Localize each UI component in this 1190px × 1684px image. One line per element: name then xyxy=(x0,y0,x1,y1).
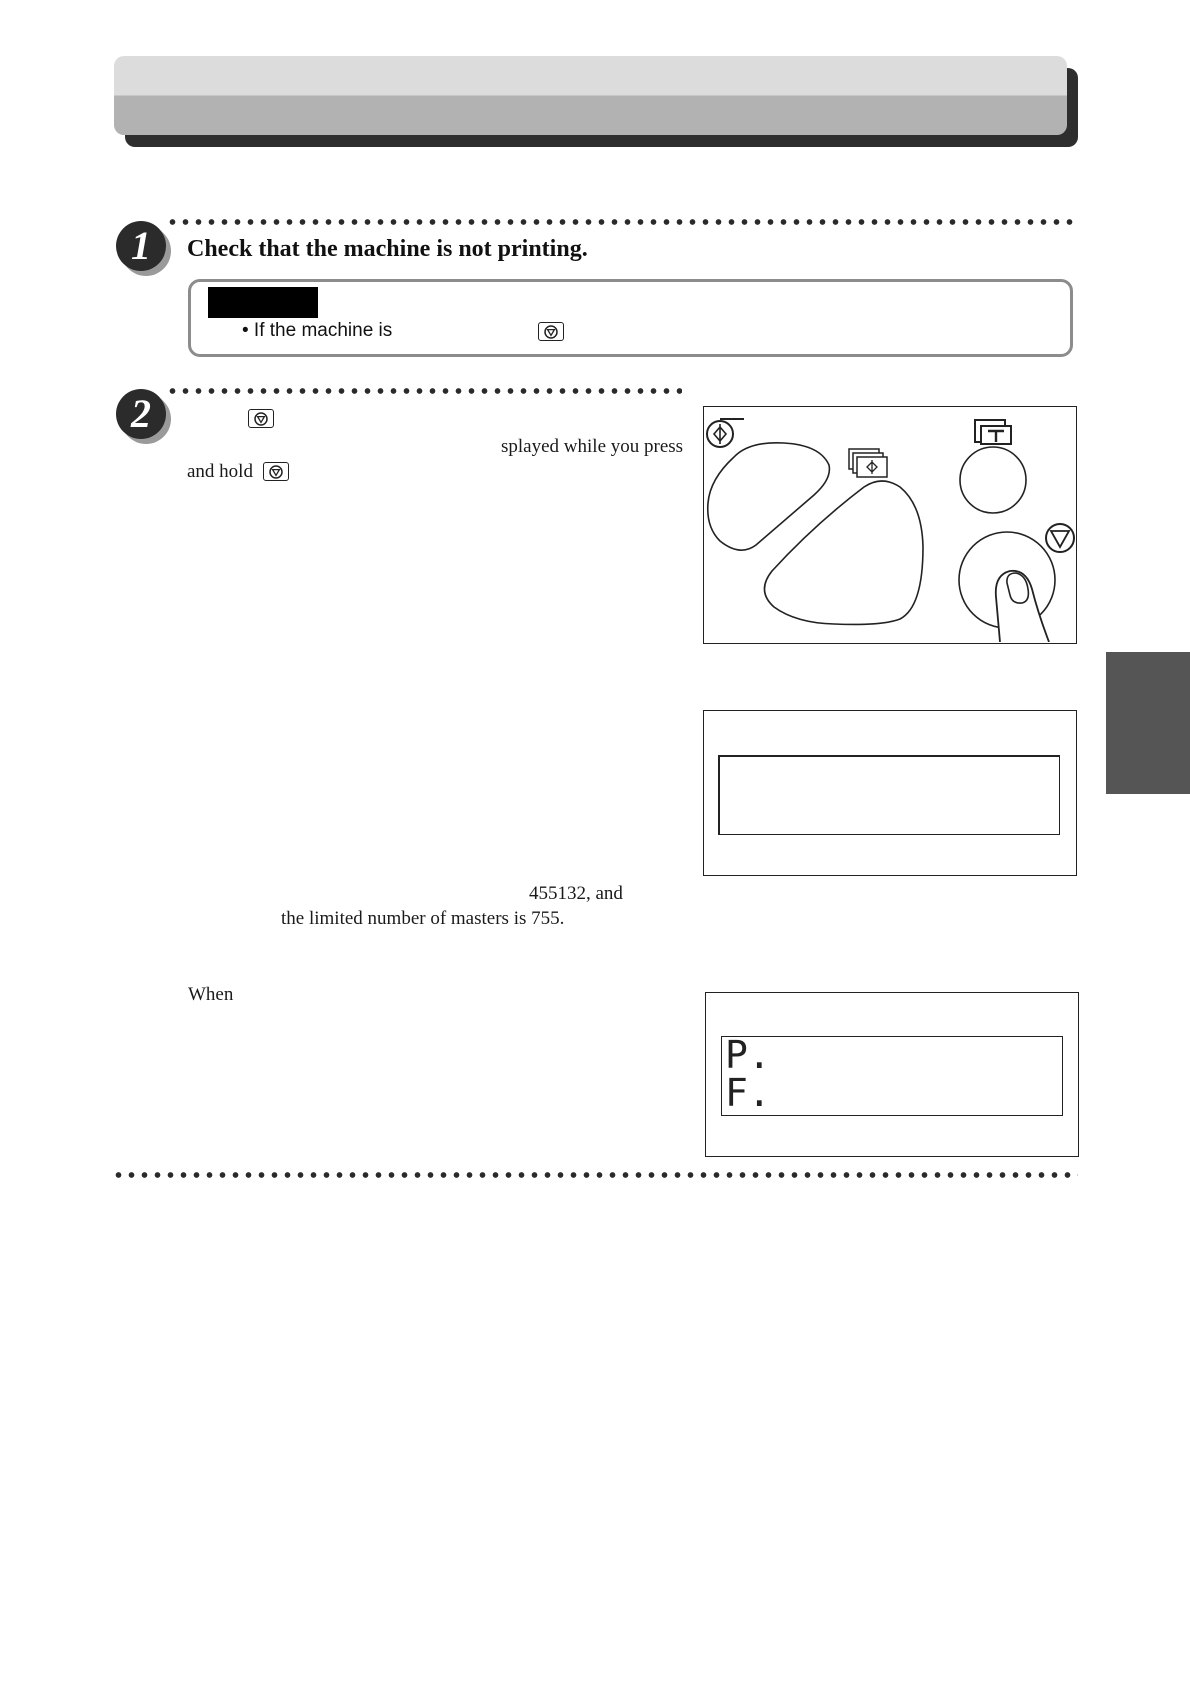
step2-text-line-b: and hold xyxy=(187,461,253,482)
note-text: • If the machine is xyxy=(242,320,393,341)
step2-badge: 2 xyxy=(116,389,166,439)
test-print-button xyxy=(960,447,1026,513)
lcd-display-1 xyxy=(703,710,1077,876)
count-text-a: 455132, and xyxy=(529,883,623,904)
side-tab xyxy=(1106,652,1190,794)
lcd-screen-2 xyxy=(721,1033,1063,1116)
stop-key-icon xyxy=(263,462,289,481)
lcd-display-2 xyxy=(705,992,1079,1157)
lcd-row-1: P. xyxy=(725,1033,771,1077)
step1-badge: 1 xyxy=(116,221,166,271)
step2-text-line-a: splayed while you press xyxy=(501,436,684,457)
note-box xyxy=(188,279,1073,357)
start-key-icon xyxy=(707,419,744,447)
dotted-rule-step2 xyxy=(166,387,682,395)
count-text-b: the limited number of masters is 755. xyxy=(281,908,565,929)
stop-key-icon xyxy=(248,409,274,428)
proof-print-icon xyxy=(849,449,887,477)
dotted-rule-bottom xyxy=(112,1171,1078,1179)
step1-title: Check that the machine is not printing. xyxy=(187,236,588,262)
lcd-screen-1 xyxy=(718,755,1060,835)
test-print-icon xyxy=(975,420,1011,444)
note-label xyxy=(208,287,318,318)
stop-key-icon xyxy=(1046,524,1074,552)
lcd-row-2: F. xyxy=(725,1071,771,1115)
header-bar xyxy=(114,56,1067,135)
stop-key-icon xyxy=(538,322,564,341)
when-text: When xyxy=(188,984,234,1005)
dotted-rule-step1 xyxy=(166,218,1078,226)
control-panel-illustration xyxy=(703,406,1077,644)
